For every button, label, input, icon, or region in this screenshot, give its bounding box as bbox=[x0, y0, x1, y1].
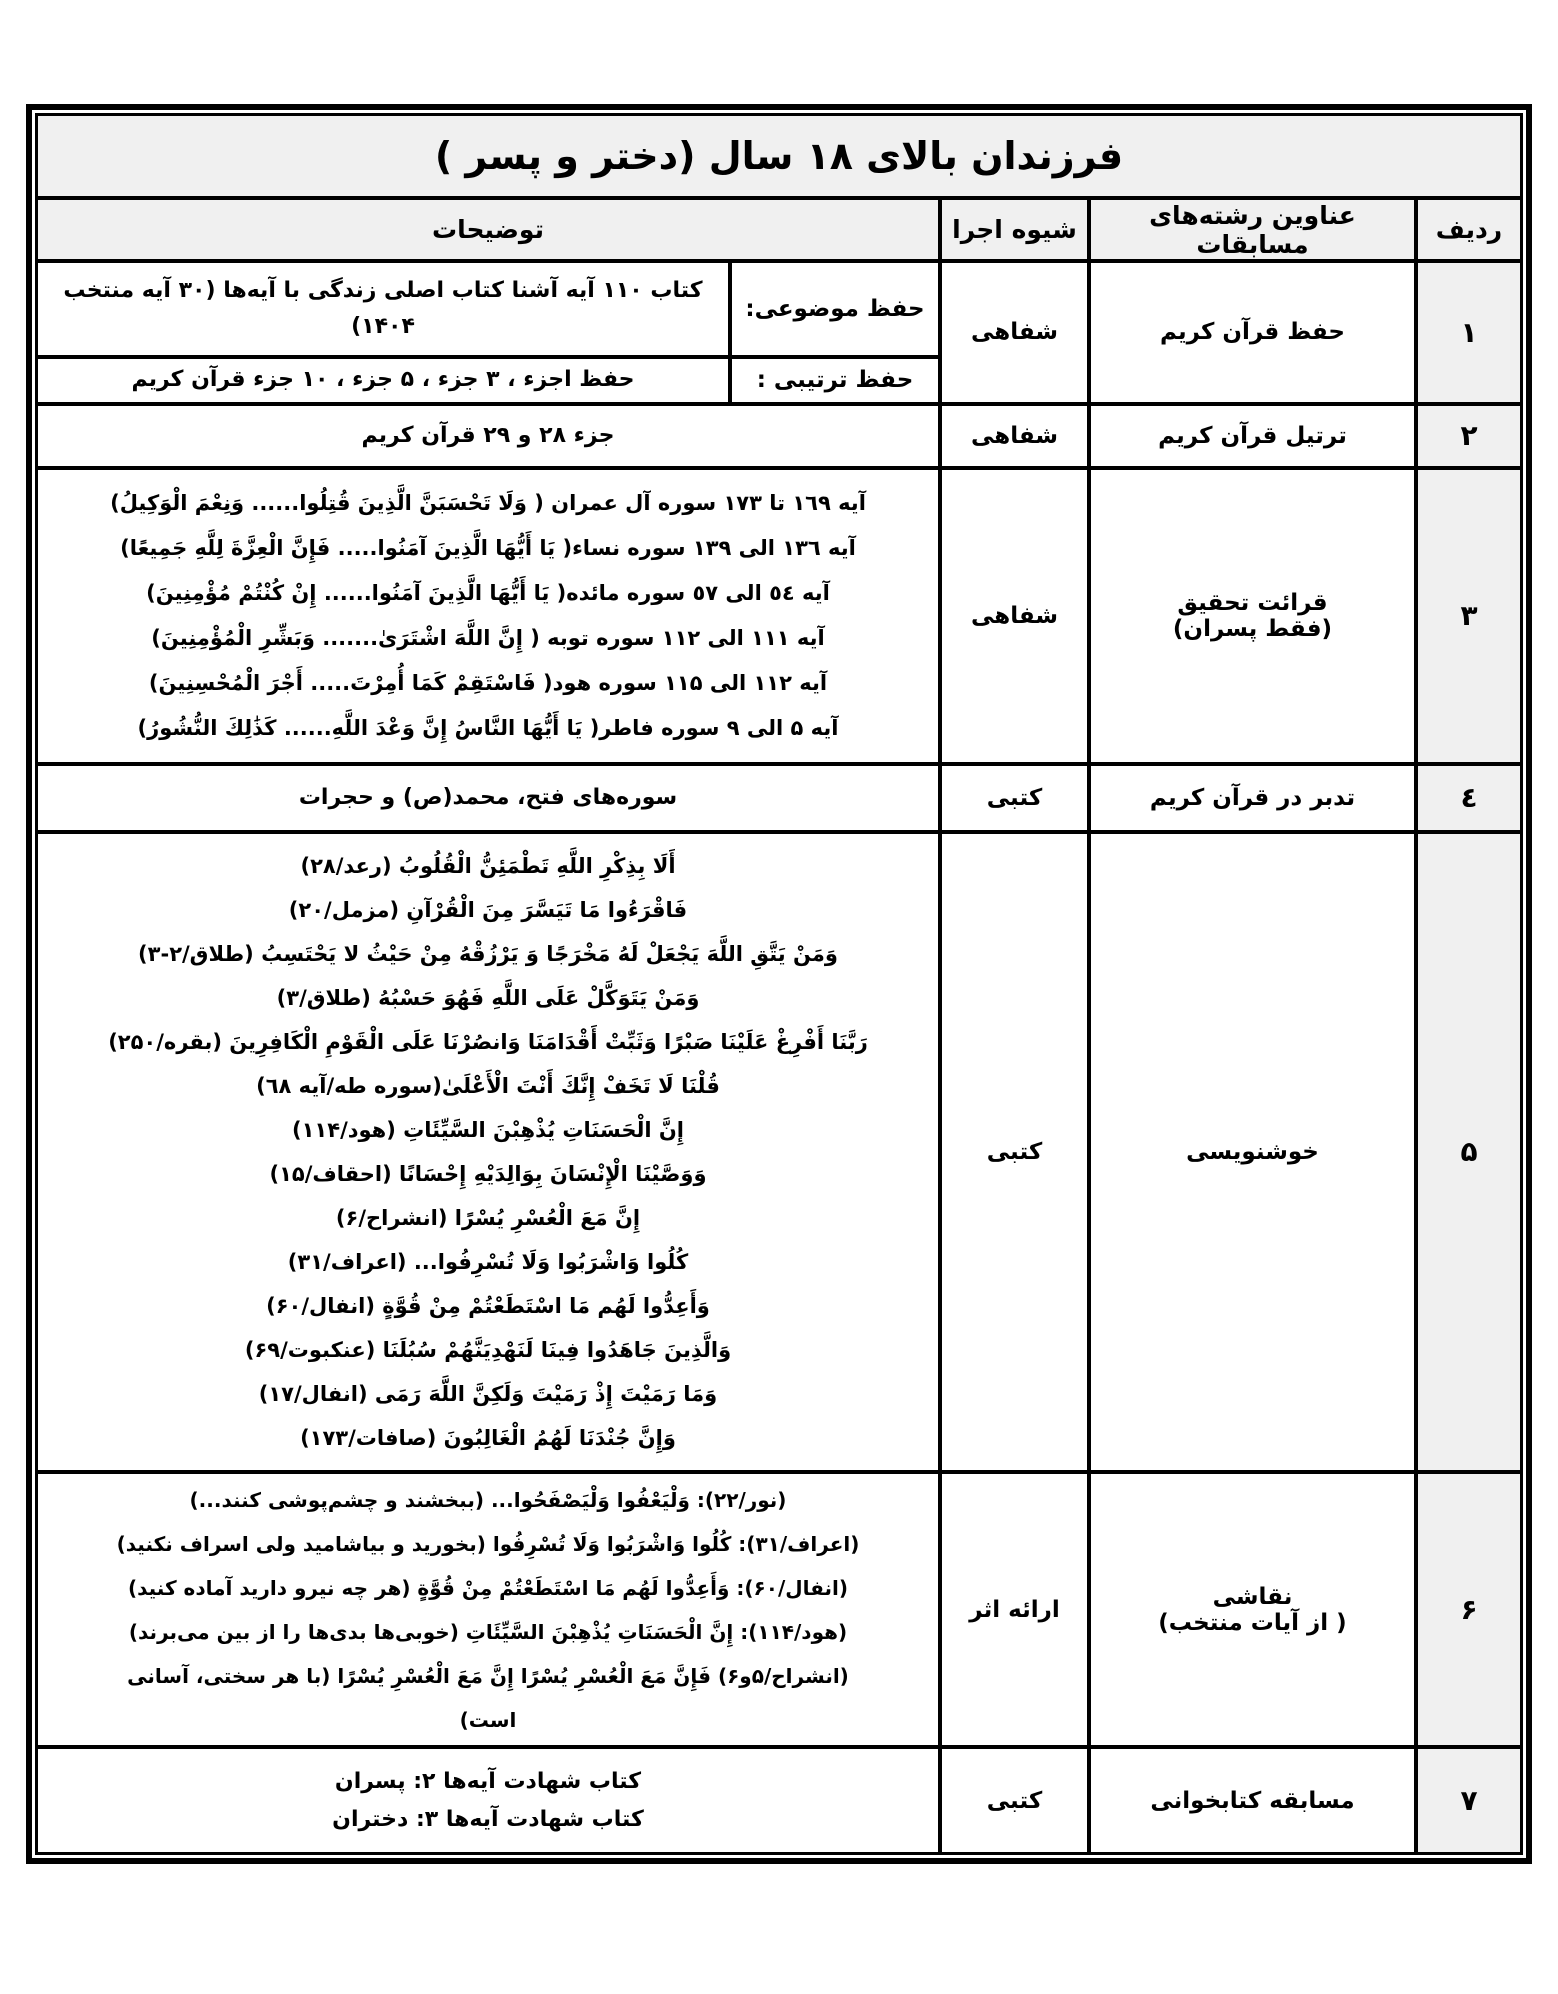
title-row bbox=[38, 116, 1520, 198]
row-number: ۵ bbox=[1416, 832, 1520, 1472]
header-row bbox=[38, 198, 1520, 260]
description bbox=[38, 1472, 940, 1748]
description-line: قُلْنَا لَا تَخَفْ إِنَّكَ أَنْتَ الْأَعْلَىٰ(سوره طه/آیه ٦٨) bbox=[256, 1073, 720, 1098]
competition-name: حفظ قرآن کریم bbox=[1089, 261, 1416, 404]
table-row bbox=[38, 261, 1520, 358]
sub-label: حفظ موضوعی: bbox=[730, 261, 940, 358]
description-line: إِنَّ مَعَ الْعُسْرِ يُسْرًا (انشراح/۶) bbox=[335, 1205, 641, 1230]
method: شفاهی bbox=[940, 261, 1089, 404]
description-line: آیه ١٣٦ الی ١٣٩ سوره نساء( يَا أَيُّهَا الَّذِينَ آمَنُوا..... فَإِنَّ الْعِزَّةَ لِلَّهِ جَمِيعًا) bbox=[120, 535, 856, 560]
table-row bbox=[38, 404, 1520, 468]
competition-note: ( از آیات منتخب) bbox=[1158, 1609, 1347, 1636]
competition-name-line: نقاشی bbox=[1212, 1583, 1293, 1610]
description-line: آیه ۱۱۲ الی ۱۱۵ سوره هود( فَاسْتَقِمْ كَمَا أُمِرْتَ..... أَجْرَ الْمُحْسِنِينَ) bbox=[148, 670, 828, 695]
description-line: رَبَّنَا أَفْرِغْ عَلَيْنَا صَبْرًا وَثَبِّتْ أَقْدَامَنَا وَانصُرْنَا عَلَى الْقَوْمِ الْكَافِرِينَ (بقره/۲۵۰) bbox=[108, 1029, 868, 1054]
description-line: سوره‌های فتح، محمد(ص) و حجرات bbox=[298, 784, 678, 810]
table-row bbox=[38, 1747, 1520, 1852]
description-line: (انفال/۶۰): وَأَعِدُّوا لَهُم مَا اسْتَطَعْتُمْ مِنْ قُوَّةٍ (هر چه نیرو دارید آماده کنید) bbox=[127, 1575, 849, 1600]
table-row bbox=[38, 1472, 1520, 1748]
description-line: وَمَنْ يَتَوَكَّلْ عَلَى اللَّهِ فَهُوَ حَسْبُهُ (طلاق/۳) bbox=[276, 985, 700, 1010]
header-description: توضیحات bbox=[38, 198, 940, 260]
description-line: آیه ٥٤ الی ٥٧ سوره مائده( يَا أَيُّهَا الَّذِينَ آمَنُوا...... إِنْ كُنْتُمْ مُؤْمِنِينَ) bbox=[146, 580, 830, 605]
description-line: حفظ اجزء ، ۳ جزء ، ۵ جزء ، ۱۰ جزء قرآن کریم bbox=[131, 367, 635, 393]
sub-label: حفظ ترتیبی : bbox=[730, 357, 940, 403]
row-number: ۱ bbox=[1416, 261, 1520, 404]
table-row bbox=[38, 832, 1520, 1472]
competition-name bbox=[1089, 468, 1416, 764]
description-line: (نور/۲۲): وَلْيَعْفُوا وَلْيَصْفَحُوا... (ببخشند و چشم‌پوشی کنند...) bbox=[189, 1487, 787, 1512]
method: کتبی bbox=[940, 764, 1089, 832]
header-row-no: ردیف bbox=[1416, 198, 1520, 260]
description-line: وَوَصَّيْنَا الْإِنْسَانَ بِوَالِدَيْهِ إِحْسَانًا (احقاف/۱۵) bbox=[269, 1161, 707, 1186]
document-inner-border bbox=[35, 113, 1523, 1855]
description-line: کتاب شهادت آیه‌ها ۲: پسران bbox=[334, 1768, 642, 1794]
method: کتبی bbox=[940, 832, 1089, 1472]
description bbox=[38, 832, 940, 1472]
competition-name bbox=[1089, 1472, 1416, 1748]
description-line: (هود/۱۱۴): إِنَّ الْحَسَنَاتِ يُذْهِبْنَ السَّيِّئَاتِ (خوبی‌ها بدی‌ها را از بین می‌برند) bbox=[128, 1619, 848, 1644]
description-line: کتاب شهادت آیه‌ها ۳: دختران bbox=[332, 1806, 644, 1832]
description-line: آیه ۱۱۱ الی ۱۱۲ سوره توبه ( إِنَّ اللَّهَ اشْتَرَىٰ....... وَبَشِّرِ الْمُؤْمِنِينَ) bbox=[151, 625, 825, 650]
description bbox=[38, 468, 940, 764]
description-line: وَأَعِدُّوا لَهُم مَا اسْتَطَعْتُمْ مِنْ قُوَّةٍ (انفال/۶۰) bbox=[266, 1293, 710, 1318]
description-line: (اعراف/۳۱): كُلُوا وَاشْرَبُوا وَلَا تُسْرِفُوا (بخورید و بیاشامید ولی اسراف نکنید) bbox=[116, 1531, 860, 1556]
description bbox=[38, 1747, 940, 1852]
header-competition: عناوین رشته‌های مسابقات bbox=[1089, 198, 1416, 260]
table-row bbox=[38, 764, 1520, 832]
page-title: فرزندان بالای ۱۸ سال (دختر و پسر ) bbox=[38, 116, 1520, 198]
method: شفاهی bbox=[940, 404, 1089, 468]
description bbox=[38, 764, 940, 832]
competition-note: (فقط پسران) bbox=[1172, 615, 1333, 642]
description bbox=[38, 357, 730, 403]
description-line: فَاقْرَءُوا مَا تَيَسَّرَ مِنَ الْقُرْآنِ (مزمل/۲۰) bbox=[288, 897, 688, 922]
row-number: ۶ bbox=[1416, 1472, 1520, 1748]
description-line: آیه ۵ الی ۹ سوره فاطر( يَا أَيُّهَا النَّاسُ إِنَّ وَعْدَ اللَّهِ...... كَذَٰلِكَ النُّشُورُ) bbox=[137, 715, 839, 740]
document-frame bbox=[26, 104, 1532, 1864]
description bbox=[38, 261, 730, 358]
description-line: (انشراح/۵و۶) فَإِنَّ مَعَ الْعُسْرِ يُسْرًا إِنَّ مَعَ الْعُسْرِ يُسْرًا (با هر سختی، آسانی bbox=[127, 1663, 849, 1688]
competitions-table bbox=[38, 116, 1520, 1852]
method: کتبی bbox=[940, 1747, 1089, 1852]
description-line: وَإِنَّ جُنْدَنَا لَهُمُ الْغَالِبُونَ (صافات/۱۷۳) bbox=[300, 1425, 676, 1450]
row-number: ۷ bbox=[1416, 1747, 1520, 1852]
header-method: شیوه اجرا bbox=[940, 198, 1089, 260]
description-line: جزء ۲۸ و ۲۹ قرآن کریم bbox=[361, 422, 615, 448]
description bbox=[38, 404, 940, 468]
description-line: وَمَنْ يَتَّقِ اللَّهَ يَجْعَلْ لَهُ مَخْرَجًا وَ يَرْزُقْهُ مِنْ حَيْثُ لا يَحْتَسِبُ (طلاق/۲-۳) bbox=[138, 941, 838, 966]
table-row bbox=[38, 468, 1520, 764]
row-number: ۲ bbox=[1416, 404, 1520, 468]
competition-name-line: قرائت تحقیق bbox=[1177, 589, 1328, 616]
row-number: ۳ bbox=[1416, 468, 1520, 764]
competition-name: خوشنویسی bbox=[1089, 832, 1416, 1472]
description-line: آیه ١٦٩ تا ١٧٣ سوره آل عمران ( وَلَا تَحْسَبَنَّ الَّذِينَ قُتِلُوا...... وَنِعْمَ الْوَكِيلُ) bbox=[110, 490, 866, 515]
description-line: وَالَّذِينَ جَاهَدُوا فِينَا لَنَهْدِيَنَّهُمْ سُبُلَنَا (عنکبوت/۶۹) bbox=[244, 1337, 732, 1362]
description-line: کتاب ۱۱۰ آیه آشنا bbox=[511, 278, 703, 304]
description-line: أَلَا بِذِكْرِ اللَّهِ تَطْمَئِنُّ الْقُلُوبُ (رعد/۲۸) bbox=[300, 853, 676, 878]
competition-name: تدبر در قرآن کریم bbox=[1089, 764, 1416, 832]
row-number: ٤ bbox=[1416, 764, 1520, 832]
method: شفاهی bbox=[940, 468, 1089, 764]
method: ارائه اثر bbox=[940, 1472, 1089, 1748]
competition-name: مسابقه کتابخوانی bbox=[1089, 1747, 1416, 1852]
competition-name: ترتیل قرآن کریم bbox=[1089, 404, 1416, 468]
description-line: وَمَا رَمَيْتَ إِذْ رَمَيْتَ وَلَكِنَّ اللَّهَ رَمَى (انفال/۱۷) bbox=[258, 1381, 718, 1406]
description-line: كُلُوا وَاشْرَبُوا وَلَا تُسْرِفُوا... (اعراف/۳۱) bbox=[287, 1249, 689, 1274]
description-line: کتاب اصلی زندگی با آیه‌ها (۳۰ آیه منتخب ۱۴۰۴) bbox=[63, 278, 504, 340]
description-line: است) bbox=[459, 1707, 517, 1732]
description-line: إِنَّ الْحَسَنَاتِ يُذْهِبْنَ السَّيِّئَاتِ (هود/۱۱۴) bbox=[292, 1117, 684, 1142]
